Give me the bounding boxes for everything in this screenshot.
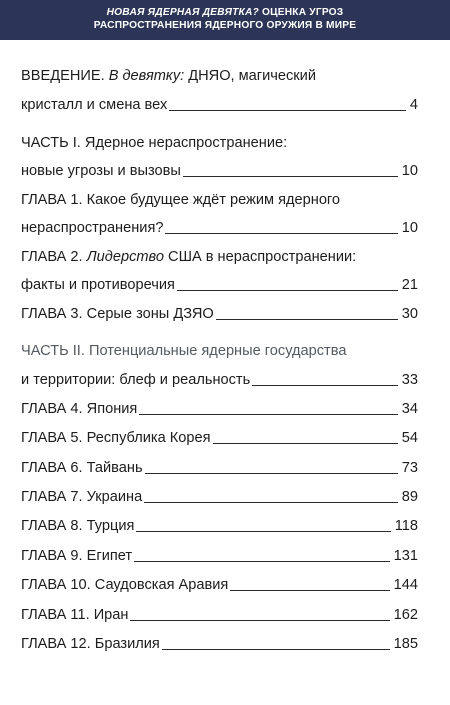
toc-leader	[144, 501, 398, 503]
toc-entry-title: и территории: блеф и реальность	[21, 372, 251, 388]
toc-entry-title: ГЛАВА 4. Япония	[21, 401, 138, 417]
toc-entry-title: ГЛАВА 10. Саудовская Аравия	[21, 577, 229, 593]
toc-entry-ch9[interactable]	[21, 547, 418, 565]
toc-ch2-line-1	[21, 248, 418, 266]
toc-page-number: 30	[401, 306, 418, 322]
toc-ch2-italic: Лидерство	[86, 249, 164, 265]
toc-entry-ch1[interactable]	[21, 219, 418, 237]
toc-page-number: 21	[401, 277, 418, 293]
toc-entry-title: ГЛАВА 9. Египет	[21, 548, 133, 564]
toc-entry-title: ГЛАВА 6. Тайвань	[21, 460, 143, 476]
toc-ch2-prefix: ГЛАВА 2.	[21, 249, 87, 265]
toc-entry-title: факты и противоречия	[21, 277, 175, 293]
toc-part2-line-1	[21, 342, 418, 360]
toc-entry-ch3[interactable]	[21, 305, 418, 323]
toc-leader	[139, 413, 397, 415]
toc-leader	[230, 589, 389, 591]
toc-entry-ch8[interactable]	[21, 517, 418, 535]
toc-leader	[162, 648, 390, 650]
toc-ch2-rest: США в нераспространении:	[163, 249, 357, 265]
toc-entry-intro[interactable]	[21, 96, 418, 114]
toc-part-title: ЧАСТЬ I. Ядерное нераспространение:	[21, 135, 288, 151]
toc-entry-title: нераспространения?	[21, 220, 164, 236]
toc-page-number: 162	[393, 607, 418, 623]
toc-leader	[183, 175, 398, 177]
toc-page-number: 73	[401, 460, 418, 476]
toc-leader	[165, 232, 397, 234]
toc-leader	[169, 109, 406, 111]
running-header-line-2: РАСПРОСТРАНЕНИЯ ЯДЕРНОГО ОРУЖИЯ В МИРЕ	[93, 20, 357, 31]
toc-intro-rest: ДНЯО, магический	[184, 68, 316, 84]
toc-page-number: 4	[409, 97, 418, 113]
toc-entry-part2[interactable]	[21, 371, 418, 389]
toc-entry-ch7[interactable]	[21, 488, 418, 506]
toc-entry-title: ГЛАВА 5. Республика Корея	[21, 430, 211, 446]
toc-leader	[145, 472, 398, 474]
toc-page-number: 185	[393, 636, 418, 652]
toc-entry-title: ГЛАВА 3. Серые зоны ДЗЯО	[21, 306, 214, 322]
toc-entry-ch11[interactable]	[21, 606, 418, 624]
toc-leader	[134, 560, 390, 562]
toc-entry-ch12[interactable]	[21, 635, 418, 653]
toc-ch1-line-1	[21, 191, 418, 209]
toc-page-number: 54	[401, 430, 418, 446]
toc-leader	[177, 289, 398, 291]
toc-leader	[136, 530, 390, 532]
toc-leader	[130, 619, 389, 621]
toc-page-number: 10	[401, 163, 418, 179]
toc-entry-ch10[interactable]	[21, 576, 418, 594]
toc-entry-ch2[interactable]	[21, 276, 418, 294]
toc-page-number: 33	[401, 372, 418, 388]
toc-leader	[213, 442, 398, 444]
toc-entry-ch5[interactable]	[21, 429, 418, 447]
toc-part1-line-1	[21, 134, 418, 152]
toc-intro-line-1	[21, 67, 418, 85]
toc-entry-title: новые угрозы и вызовы	[21, 163, 181, 179]
toc-intro-italic: В девятку:	[108, 68, 185, 84]
toc-leader	[252, 384, 398, 386]
header-line1-rest: ОЦЕНКА УГРОЗ	[258, 7, 344, 18]
header-italic-title: НОВАЯ ЯДЕРНАЯ ДЕВЯТКА?	[106, 7, 259, 18]
toc-entry-title: ГЛАВА 12. Бразилия	[21, 636, 160, 652]
toc-entry-ch6[interactable]	[21, 459, 418, 477]
toc-entry-part1[interactable]	[21, 162, 418, 180]
toc-intro-prefix: ВВЕДЕНИЕ.	[21, 68, 109, 84]
toc-page-number: 144	[393, 577, 418, 593]
toc-entry-title: ГЛАВА 11. Иран	[21, 607, 129, 623]
toc-leader	[216, 318, 398, 320]
toc-page-number: 34	[401, 401, 418, 417]
toc-entry-title: кристалл и смена вех	[21, 97, 168, 113]
toc-entry-title: ГЛАВА 7. Украина	[21, 489, 143, 505]
toc-chapter-title: ГЛАВА 1. Какое будущее ждёт режим ядерного	[21, 192, 341, 208]
toc-page-number: 89	[401, 489, 418, 505]
toc-part-title: ЧАСТЬ II. Потенциальные ядерные государства	[21, 343, 347, 359]
toc-page-number: 10	[401, 220, 418, 236]
toc-page-number: 118	[394, 518, 418, 534]
toc-entry-title: ГЛАВА 8. Турция	[21, 518, 135, 534]
toc-entry-ch4[interactable]	[21, 400, 418, 418]
toc-page-number: 131	[393, 548, 418, 564]
